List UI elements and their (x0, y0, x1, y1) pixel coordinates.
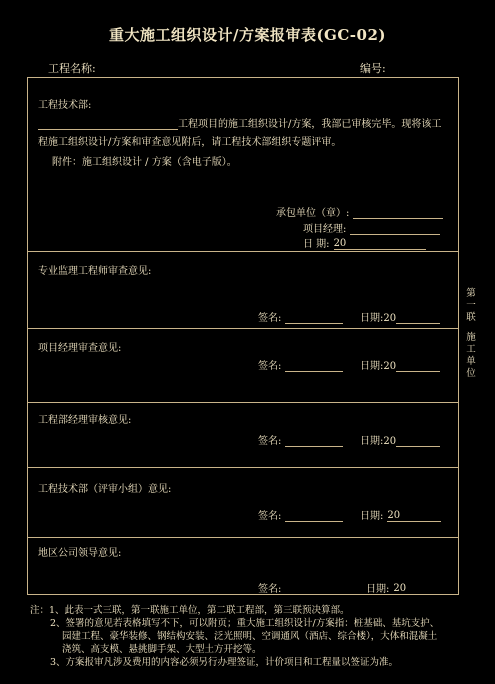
signature-row: 签名: (258, 507, 343, 522)
date-field[interactable] (396, 360, 440, 372)
section-tech-dept (28, 78, 458, 252)
signature-row: 签名: (258, 580, 343, 595)
date-row: 日期: 20 (366, 580, 443, 595)
notes (30, 604, 439, 669)
section-heading: 工程技术部: (38, 100, 92, 111)
date-field[interactable]: 20 (393, 583, 443, 595)
pm-row: 项目经理: (303, 220, 440, 235)
form-title: 重大施工组织设计/方案报审表(GC-02) (108, 26, 387, 44)
date-field[interactable]: 20 (334, 238, 426, 250)
date-field[interactable] (396, 435, 440, 447)
approval-form (27, 77, 459, 595)
pm-field[interactable] (350, 223, 440, 235)
signature-field[interactable] (285, 312, 343, 324)
submission-line-2: 程施工组织设计/方案和审查意见附后，请工程技术部组织专题评审。 (38, 137, 342, 148)
note-1: 注：1、此表一式三联，第一联施工单位，第二联工程部，第三联预决算部。 (30, 605, 350, 616)
note-2-cont: 园建工程、豪华装修、钢结构安装、泛光照明、空调通风（酒店、综合楼），大体和混凝土 (62, 631, 438, 642)
signature-field[interactable] (285, 360, 343, 372)
section-heading: 工程部经理审核意见: (38, 415, 132, 426)
section-manager (28, 403, 458, 468)
note-2-cont: 浇筑、高支模、悬挑脚手架、大型土方开挖等。 (62, 644, 262, 655)
signature-row: 签名: (258, 432, 343, 447)
section-heading: 地区公司领导意见: (38, 548, 122, 559)
section-heading: 项目经理审查意见: (38, 343, 122, 354)
project-name-label: 工程名称: (48, 62, 96, 75)
date-row: 日期:20 (360, 432, 440, 447)
section-leadership (28, 538, 458, 596)
note-2: 2、签署的意见若表格填写不下，可以附页；重大施工组织设计/方案指：桩基础、基坑支护、 (50, 618, 440, 629)
signature-field[interactable] (285, 510, 343, 522)
signature-row: 签名: (258, 309, 343, 324)
date-field[interactable] (396, 312, 440, 324)
date-field[interactable]: 20 (387, 510, 441, 522)
date-row: 日期:20 (360, 309, 440, 324)
project-blank[interactable] (38, 118, 178, 130)
section-heading: 工程技术部（评审小组）意见: (38, 484, 172, 495)
signature-field[interactable] (285, 435, 343, 447)
date-row: 日期:20 (360, 357, 440, 372)
section-tech-review (28, 468, 458, 538)
attachment-text: 附件：施工组织设计 / 方案（含电子版）。 (52, 157, 237, 168)
submission-line-1: 工程项目的施工组织设计/方案，我部已审核完毕。现将该工 (38, 115, 441, 130)
contractor-seal-field[interactable] (353, 207, 443, 219)
note-3: 3、方案报审凡涉及费用的内容必须另行办理签证，计价项目和工程量以签证为准。 (50, 657, 399, 668)
copy-label: 第 一 联 施 工 单 位 (466, 288, 476, 379)
section-heading: 专业监理工程师审查意见: (38, 266, 152, 277)
date-row: 日 期: 20 (303, 235, 426, 250)
number-label: 编号: (360, 62, 386, 75)
contractor-seal-row: 承包单位（章）: (276, 204, 443, 219)
signature-row: 签名: (258, 357, 343, 372)
section-supervisor (28, 252, 458, 329)
date-row: 日期: 20 (360, 507, 441, 522)
signature-field[interactable] (285, 583, 343, 595)
section-pm (28, 329, 458, 403)
